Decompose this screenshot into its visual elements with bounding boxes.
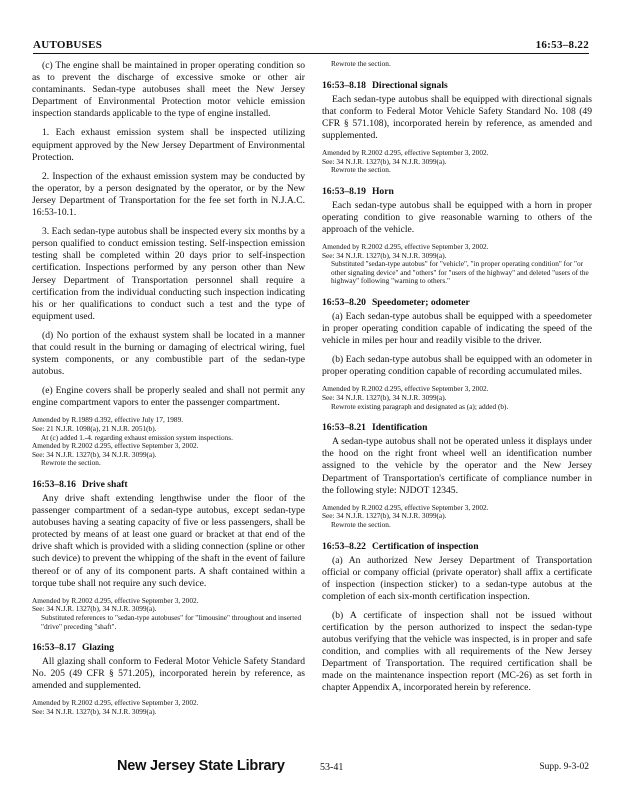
history-note: Amended by R.2002 d.295, effective September 3, 2002. — [322, 242, 489, 252]
header-rule — [33, 53, 589, 54]
history-notes — [32, 597, 305, 631]
supplement-date: Supp. 9-3-02 — [539, 762, 589, 772]
header-title: AUTOBUSES — [33, 39, 103, 51]
section-title: Speedometer; odometer — [371, 297, 470, 308]
history-notes — [32, 416, 305, 468]
history-notes — [322, 385, 592, 411]
history-note: Rewrote the section. — [331, 165, 391, 175]
section-title: Glazing — [81, 642, 114, 654]
history-note: Substituted "sedan-type autobus" for "vehicle", "in proper operating condition" for "or other signaling device" and "others" for "users of the highway" and deleted "users of the highway" following "warning to others." — [331, 259, 589, 286]
section-paragraph: (b) A certificate of inspection shall not be issued without certification by the person authorized to inspect the sedan-type autobus verifying that the vehicle was inspected, is in proper and safe condition, and complies with all requirements of the New Jersey Department of Transportation. The required certification shall be made on the maintenance inspection report (MC-26) as set forth in chapter Appendix A, incorporated herein by reference. — [322, 609, 592, 694]
history-note: Rewrote the section. — [41, 458, 101, 468]
history-note: See: 34 N.J.R. 1327(b), 34 N.J.R. 3099(a). — [32, 707, 157, 716]
section-paragraph: (b) Each sedan-type autobus shall be equipped with an odometer in proper operating condition capable of recording accumulated miles. — [322, 354, 592, 378]
section-heading — [322, 80, 592, 92]
section-paragraph: Any drive shaft extending lengthwise under the floor of the passenger compartment of a sedan-type autobus, except sedan-type autobuses having a seating capacity of five or less passengers, shall be protected by means of at least one guard or bracket at that end of the drive shaft which is provided with a sliding connection (spline or other such device) to prevent the whipping of the shaft in the event of failure thereof or of any of its component parts. A shaft contained within a torque tube shall not require any such device. — [32, 493, 305, 589]
header-section-range: 16:53–8.22 — [535, 39, 589, 51]
section-title: Drive shaft — [81, 479, 128, 490]
history-note: Substituted references to "sedan-type autobuses" for "limousine" throughout and inserted "drive" preceding "shaft". — [41, 612, 302, 631]
paragraph-d: (d) No portion of the exhaust system shall be located in a manner that could result in the burning or damaging of electrical wiring, fuel system components, or any combustible part of the sedan-type autobus. — [32, 329, 305, 378]
section-title: Directional signals — [371, 79, 448, 91]
paragraph-c-3: 3. Each sedan-type autobus shall be inspected every six months by a person qualified to conduct emission testing. Self-inspection emission testing shall be completed within 20 days prior to self-inspection certification. Inspections performed by any person other than New Jersey Department of Transportation personnel shall require a certification from the individual conducting such inspection indicating his or her qualifications to conduct such a test and the type of equipment used. — [32, 226, 305, 322]
history-note: Amended by R.2002 d.295, effective September 3, 2002. — [322, 384, 489, 394]
section-paragraph: Each sedan-type autobus shall be equipped with directional signals that conform to Federal Motor Vehicle Safety Standard No. 108 (49 CFR § 571.108), incorporated herein by reference, as amended and supplemented. — [322, 93, 592, 141]
history-notes — [322, 504, 592, 530]
section-number: 16:53–8.22 — [322, 540, 366, 552]
section-heading — [322, 186, 592, 198]
section-number: 16:53–8.16 — [32, 479, 76, 490]
section-number: 16:53–8.18 — [322, 79, 366, 91]
history-note: Rewrote existing paragraph and designated as (a); added (b). — [331, 401, 509, 411]
section-paragraph: All glazing shall conform to Federal Motor Vehicle Safety Standard No. 205 (49 CFR § 571.205), incorporated herein by reference, as amended and supplemented. — [32, 656, 305, 692]
history-note: Amended by R.2002 d.295, effective September 3, 2002. — [32, 595, 199, 605]
running-header — [33, 33, 589, 51]
history-note: Rewrote the section. — [331, 519, 391, 529]
section-paragraph: Each sedan-type autobus shall be equipped with a horn in proper operating condition to give reasonable warning to others of the approach of the vehicle. — [322, 199, 592, 235]
history-note: At (c) added 1.-4. regarding exhaust emission system inspections. — [41, 432, 233, 442]
history-note: Amended by R.2002 d.295, effective September 3, 2002. — [322, 147, 489, 157]
history-note: See: 34 N.J.R. 1327(b), 34 N.J.R. 3099(a). — [322, 250, 447, 260]
history-note: Amended by R.2002 d.295, effective September 3, 2002. — [32, 441, 199, 451]
history-note: See: 34 N.J.R. 1327(b), 34 N.J.R. 3099(a). — [322, 156, 447, 166]
section-heading — [322, 541, 592, 553]
section-title: Identification — [371, 422, 428, 434]
library-watermark: New Jersey State Library — [117, 758, 285, 774]
paragraph-c: (c) The engine shall be maintained in proper operating condition so as to prevent the discharge of excessive smoke or other air contaminants. Sedan-type autobuses shall meet the New Jersey Department of Environmental Protection motor vehicle emission inspection standards applicable to the type of engine installed. — [32, 60, 305, 120]
section-number: 16:53–8.17 — [32, 642, 76, 654]
paragraph-c-2: 2. Inspection of the exhaust emission system may be conducted by the operator, by a person designated by the operator, or by the New Jersey Department of Transportation for the fee set forth in N.J.A.C. 16:53-10.1. — [32, 170, 305, 219]
history-note: See: 21 N.J.R. 1098(a), 21 N.J.R. 2051(b). — [32, 424, 157, 434]
history-note: Amended by R.1989 d.392, effective July 17, 1989. — [32, 415, 184, 425]
section-paragraph: (a) An authorized New Jersey Department of Transportation official or company official (private operator) shall affix a certificate of inspection (inspection sticker) to a sedan-type autobus at the completion of each six-month certification inspection. — [322, 554, 592, 602]
page-number: 53-41 — [320, 762, 344, 773]
paragraph-e: (e) Engine covers shall be properly sealed and shall not permit any engine compartment vapors to enter the passenger compartment. — [32, 385, 305, 409]
section-number: 16:53–8.21 — [322, 422, 366, 434]
section-heading — [322, 297, 592, 309]
page-footer — [33, 758, 589, 778]
right-column — [322, 60, 592, 702]
section-heading — [32, 479, 305, 491]
section-number: 16:53–8.20 — [322, 297, 366, 308]
history-note: See: 34 N.J.R. 1327(b), 34 N.J.R. 3099(a). — [322, 393, 447, 403]
paragraph-c-1: 1. Each exhaust emission system shall be inspected utilizing equipment approved by the New Jersey Department of Environmental Protection. — [32, 127, 305, 163]
history-notes — [32, 699, 305, 716]
history-notes — [322, 149, 592, 175]
section-paragraph: (a) Each sedan-type autobus shall be equipped with a speedometer in proper operating condition capable of indicating the speed of the vehicle in miles per hour and readily visible to the driver. — [322, 311, 592, 347]
section-number: 16:53–8.19 — [322, 185, 366, 197]
history-note: Amended by R.2002 d.295, effective September 3, 2002. — [32, 698, 199, 708]
section-title: Certification of inspection — [371, 540, 479, 552]
history-note: See: 34 N.J.R. 1327(b), 34 N.J.R. 3099(a). — [322, 511, 447, 521]
section-paragraph: A sedan-type autobus shall not be operated unless it displays under the hood on the right front wheel well an identification number assigned to the vehicle by the operator and the New Jersey Department of Transportation's certificate of compliance number in the following style: NJDOT 12345. — [322, 436, 592, 496]
history-note: Rewrote the section. — [331, 59, 391, 68]
section-heading — [32, 642, 305, 654]
left-column — [32, 60, 305, 728]
section-heading — [322, 422, 592, 434]
history-note: See: 34 N.J.R. 1327(b), 34 N.J.R. 3099(a). — [32, 604, 157, 614]
history-notes — [322, 243, 592, 286]
history-note: Amended by R.2002 d.295, effective September 3, 2002. — [322, 502, 489, 512]
history-note: See: 34 N.J.R. 1327(b), 34 N.J.R. 3099(a). — [32, 449, 157, 459]
history-notes — [322, 60, 592, 69]
section-title: Horn — [371, 185, 394, 197]
